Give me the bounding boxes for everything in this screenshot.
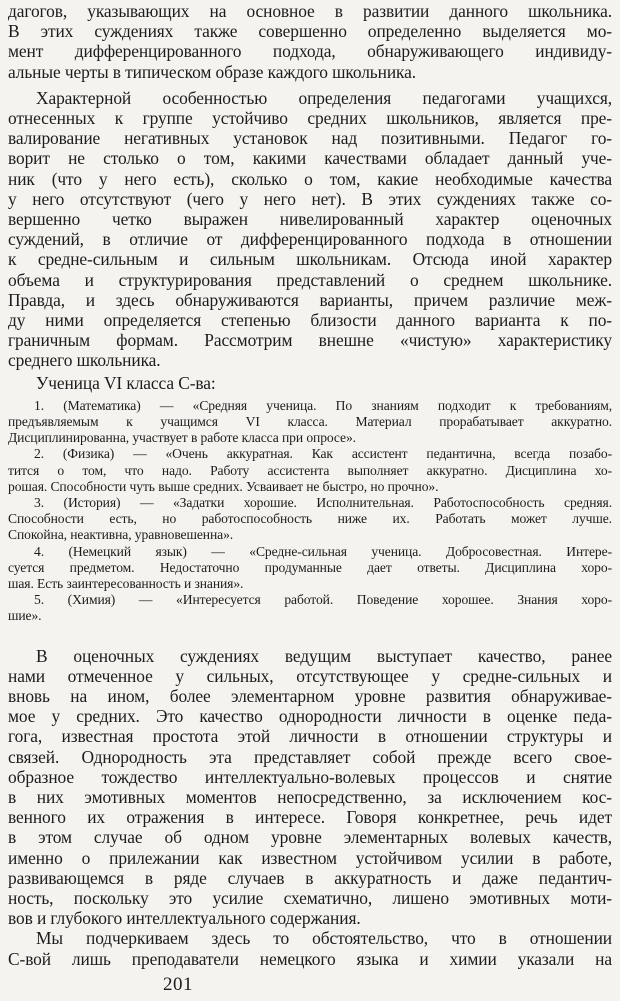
paragraph-3-line-2: нами отмеченное у сильных, отсутствующее у средне-сильных и xyxy=(8,666,612,686)
paragraph-2-line-4: ворит не столько о том, какими качествами обладает данный уче- xyxy=(8,149,612,169)
paragraph-3-line-10: в этом случае об одном уровне элементарных волевых качеств, xyxy=(8,828,612,848)
paragraph-2-line-1: Характерной особенностью определения педагогами учащихся, xyxy=(36,88,612,108)
paragraph-2-line-5: ник (что у него есть), сколько о том, какие необходимые качества xyxy=(8,169,612,189)
characteristic-line: шая. Есть заинтересованность и знания». xyxy=(8,576,244,591)
paragraph-2-line-14: среднего школьника. xyxy=(8,351,161,371)
paragraph-3-line-6: связей. Однородность эта представляет собой прежде всего свое- xyxy=(8,747,612,767)
characteristic-line: шие». xyxy=(8,608,42,624)
paragraph-2-line-3: валирование негативных установок над позитивными. Педагог го- xyxy=(8,129,612,149)
paragraph-2-line-8: суждений, в отличие от дифференцированного подхода в отношении xyxy=(8,230,612,250)
paragraph-3-line-9: венного их отражения в интересе. Говоря конкретнее, речь идет xyxy=(8,808,612,828)
characteristic-line: предъявляемым к учащимся VI класса. Материал прорабатывает аккуратно. xyxy=(8,414,612,429)
characteristic-line: тится о том, что надо. Работу ассистента выполняет аккуратно. Дисциплина хо- xyxy=(8,462,612,478)
characteristic-line: 4. (Немецкий язык) — «Средне-сильная ученица. Добросовестная. Интере- xyxy=(34,543,612,559)
paragraph-3-line-13: ность, поскольку это усилие схематично, лишено эмотивных моти- xyxy=(8,889,612,908)
paragraph-2-line-11: Правда, и здесь обнаруживаются варианты, причем различие меж- xyxy=(8,290,612,310)
paragraph-3-line-4: мое у средних. Это качество однородности личности в оценке педа- xyxy=(8,707,612,727)
paragraph-1-line-4: альные черты в типическом образе каждого школьника. xyxy=(8,62,416,82)
characteristic-line: Спокойна, неактивна, уравновешенна». xyxy=(8,527,234,543)
paragraph-3-line-3: вновь на ином, более элементарном уровне развития обнаруживае- xyxy=(8,687,612,706)
characteristic-line: 1. (Математика) — «Средняя ученица. По знаниям подходит к требованиям, xyxy=(34,397,612,413)
paragraph-4-line-2: С-вой лишь преподаватели немецкого языка и химии указали на xyxy=(8,949,612,969)
paragraph-2-line-2: отнесенных к группе устойчиво средних школьников, является пре- xyxy=(8,109,612,128)
paragraph-4-line-1: Мы подчеркиваем здесь то обстоятельство, что в отношении xyxy=(36,929,612,949)
paragraph-2-line-9: к средне-сильным и сильным школьникам. Отсюда иной характер xyxy=(8,250,612,270)
characteristic-line: Дисциплинированна, участвует в работе класса при опросе». xyxy=(8,430,356,446)
paragraph-1-line-2: В этих суждениях также совершенно определенно выделяется мо- xyxy=(8,22,612,42)
characteristic-line: 2. (Физика) — «Очень аккуратная. Как ассистент педантична, всегда позабо- xyxy=(34,446,612,462)
paragraph-3-line-8: в них эмотивных моментов непосредственно, за исключением кос- xyxy=(8,788,612,807)
paragraph-3-line-5: гога, известная простота этой личности в отношении структуры и xyxy=(8,727,612,747)
paragraph-2-line-12: ду ними определяется степенью близости данного варианта к по- xyxy=(8,311,612,330)
student-heading: Ученица VI класса С-ва: xyxy=(36,373,216,393)
paragraph-2-line-6: у него отсутствуют (чего у него нет). В этих суждениях также со- xyxy=(8,189,612,209)
page-number: 201 xyxy=(163,973,193,995)
paragraph-1-line-3: мент дифференцированного подхода, обнаруживающего индивиду- xyxy=(8,42,612,62)
paragraph-3-line-11: именно о прилежании как известном устойчивом усилии в работе, xyxy=(8,848,612,868)
characteristic-line: суется предметом. Недостаточно продуманные дает ответы. Дисциплина хоро- xyxy=(8,559,612,575)
characteristic-line: 3. (История) — «Задатки хорошие. Исполнительная. Работоспособность средняя. xyxy=(34,495,612,510)
characteristic-line: рошая. Способности чуть выше средних. Усваивает не быстро, но прочно». xyxy=(8,478,439,494)
characteristic-line: 5. (Химия) — «Интересуется работой. Поведение хорошее. Знания хоро- xyxy=(34,592,612,608)
paragraph-2-line-10: объема и структурирования представлений о среднем школьнике. xyxy=(8,270,612,290)
paragraph-2-line-13: граничным формам. Рассмотрим внешне «чистую» характеристику xyxy=(8,331,612,351)
characteristic-line: Способности есть, но работоспособность ниже их. Работать может лучше. xyxy=(8,511,612,527)
paragraph-2-line-7: вершенно четко выражен нивелированный характер оценочных xyxy=(8,210,612,229)
paragraph-3-line-14: вов и глубокого интеллектуального содержания. xyxy=(8,909,361,929)
paragraph-3-line-12: развивающемся в ряде случаев в аккуратность и даже педантич- xyxy=(8,868,612,888)
paragraph-3-line-7: образное тождество интеллектуально-волевых процессов и снятие xyxy=(8,767,612,787)
paragraph-3-line-1: В оценочных суждениях ведущим выступает качество, ранее xyxy=(36,646,612,666)
paragraph-1-line-1: дагогов, указывающих на основное в развитии данного школьника. xyxy=(8,2,612,21)
